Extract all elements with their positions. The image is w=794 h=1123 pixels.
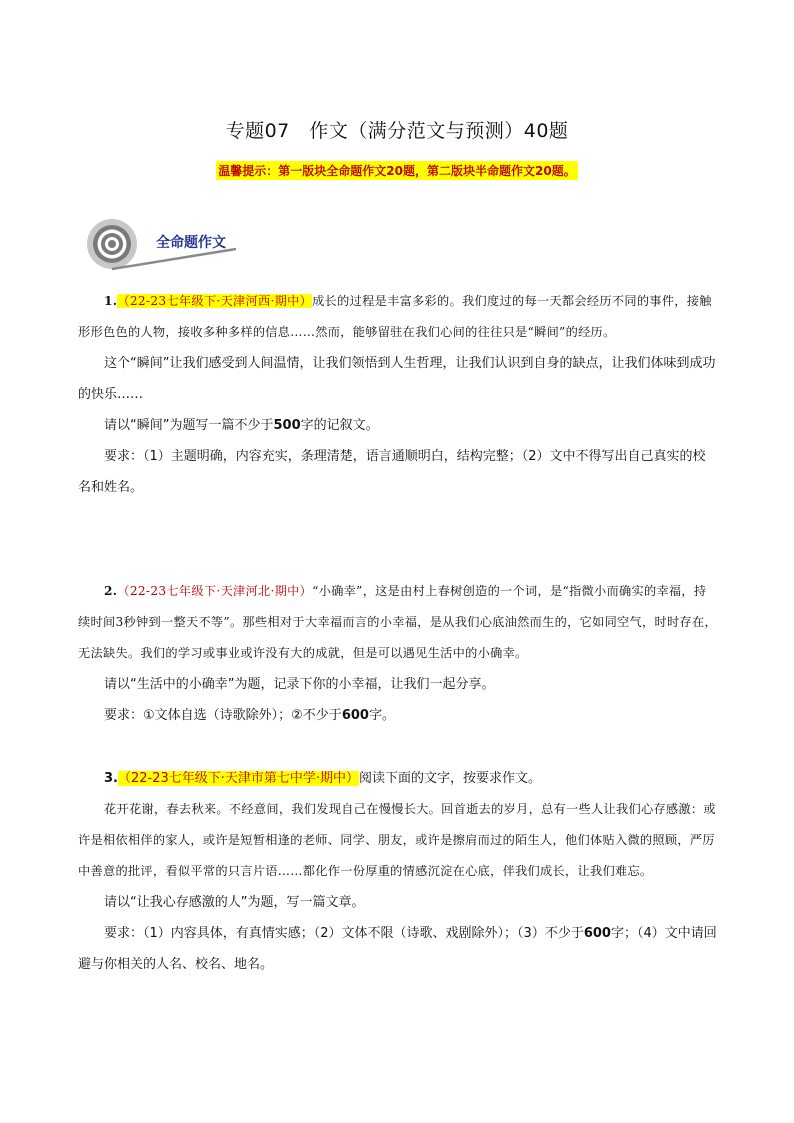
- question-1-lead-text: 成长的过程是丰富多彩的。我们度过的每一天都会经历不同的事件，接触形形色色的人物，接收多种多样的信息……然而，能够留驻在我们心间的往往只是“瞬间”的经历。: [78, 294, 712, 339]
- section-header: [78, 216, 248, 276]
- page-title: 专题07 作文（满分范文与预测）40题: [225, 120, 569, 142]
- question-1-prompt-num: 500: [273, 418, 301, 433]
- question-3-prompt: 请以“让我心存感激的人”为题，写一篇文章。: [104, 895, 365, 910]
- question-1-para2: 这个“瞬间”让我们感受到人间温情，让我们领悟到人生哲理，让我们认识到自身的缺点，让我们体味到成功的快乐……: [78, 356, 716, 402]
- question-2-prompt: 请以“生活中的小确幸”为题，记录下你的小幸福，让我们一起分享。: [104, 677, 495, 692]
- question-2-lead-text: “小确幸”，这是由村上春树创造的一个词，是“指微小而确实的幸福，持续时间3秒钟到一整天不等”。那些相对于大幸福而言的小幸福，是从我们心底油然而生的，它如同空气，时时存在，无法缺失。我们的学习或事业或许没有大的成就，但是可以遇见生活中的小确幸。: [78, 584, 717, 660]
- question-2-req-b: 字。: [368, 708, 395, 723]
- question-3-requirements: [78, 918, 718, 980]
- tip-wrapper: [0, 160, 794, 180]
- question-3-number: 3.: [104, 771, 118, 786]
- question-3-lead-text: 阅读下面的文字，按要求作文。: [359, 771, 542, 786]
- question-3-req-num: 600: [583, 926, 611, 941]
- question-1-lead: [78, 286, 718, 348]
- question-1-prompt-a: 请以“瞬间”为题写一篇不少于: [104, 418, 274, 433]
- question-2-lead: [78, 576, 718, 669]
- question-3-source: （22-23七年级下·天津市第七中学·期中）: [117, 771, 360, 786]
- question-1-prompt: [78, 410, 718, 441]
- question-2-number: 2.: [104, 584, 118, 598]
- question-1-source: （22-23七年级下·天津河西·期中）: [117, 294, 313, 308]
- question-1-number: 1.: [104, 294, 118, 308]
- question-3-req-a: 要求：（1）内容具体，有真情实感；（2）文体不限（诗歌、戏剧除外）；（3）不少于: [104, 926, 584, 941]
- question-2-requirements: [78, 700, 718, 731]
- question-3: [78, 763, 718, 980]
- question-1-prompt-b: 字的记叙文。: [300, 418, 379, 433]
- question-1-requirements: 要求：（1）主题明确，内容充实，条理清楚，语言通顺明白，结构完整；（2）文中不得写出自己真实的校名和姓名。: [78, 449, 706, 495]
- question-2: [78, 576, 718, 731]
- question-2-source: （22-23七年级下·天津河北·期中）: [117, 584, 313, 598]
- question-1: [78, 286, 718, 503]
- question-3-passage: 花开花谢，春去秋来。不经意间，我们发现自己在慢慢长大。回首逝去的岁月，总有一些人让我们心存感激：或许是相依相伴的家人，或许是短暂相逢的老师、同学、朋友，或许是擦肩而过的陌生人，他们体贴入微的照顾，严厉中善意的批评，看似平常的只言片语……都化作一份厚重的情感沉淀在心底，伴我们成长，让我们难忘。: [78, 802, 716, 878]
- question-3-lead: [78, 763, 718, 794]
- question-2-req-num: 600: [341, 708, 369, 723]
- section-title: 全命题作文: [156, 235, 226, 251]
- question-2-req-a: 要求：①文体自选（诗歌除外）；②不少于: [104, 708, 342, 723]
- question-3-req-b: 字；（4）文中请回避与你相关的人名、校名、地名。: [78, 926, 717, 972]
- warm-tip: 温馨提示：第一版块全命题作文20题，第二版块半命题作文20题。: [216, 161, 577, 180]
